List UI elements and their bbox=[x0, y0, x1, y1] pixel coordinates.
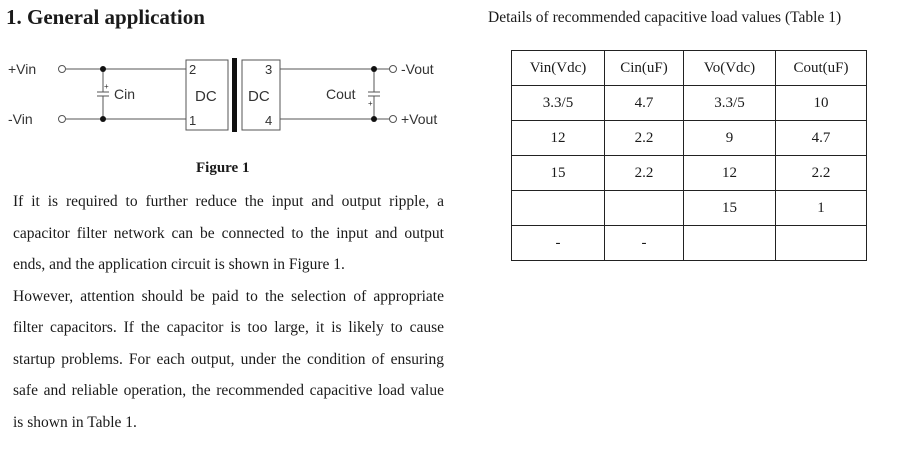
junction-dot bbox=[371, 66, 377, 72]
capacitive-load-table bbox=[511, 50, 867, 261]
table-cell: 15 bbox=[512, 156, 605, 191]
vin-plus-label: +Vin bbox=[8, 61, 37, 77]
table-title: Details of recommended capacitive load values (Table 1) bbox=[488, 9, 842, 26]
pin-4-label: 4 bbox=[265, 113, 273, 128]
table-cell: 9 bbox=[684, 121, 776, 156]
vin-minus-terminal bbox=[59, 116, 66, 123]
table-cell bbox=[512, 191, 605, 226]
column-header: Cin(uF) bbox=[605, 51, 684, 86]
table-cell: 2.2 bbox=[605, 156, 684, 191]
vout-minus-terminal bbox=[390, 66, 397, 73]
junction-dot bbox=[100, 116, 106, 122]
table-cell: 10 bbox=[776, 86, 867, 121]
table-row bbox=[512, 86, 867, 121]
cout-label: Cout bbox=[326, 86, 356, 102]
paragraph: If it is required to further reduce the input and output ripple, a capacitor filter network can be connected to the input and output ends, and the application circuit is shown in Figure 1. bbox=[13, 193, 444, 273]
table-cell: 4.7 bbox=[605, 86, 684, 121]
section-heading: 1. General application bbox=[6, 5, 205, 29]
table-header-row bbox=[512, 51, 867, 86]
table-cell: - bbox=[512, 226, 605, 261]
pin-3-label: 3 bbox=[265, 62, 273, 77]
vin-minus-label: -Vin bbox=[8, 111, 33, 127]
column-header: Vin(Vdc) bbox=[512, 51, 605, 86]
table-cell: 15 bbox=[684, 191, 776, 226]
pin-1-label: 1 bbox=[189, 113, 197, 128]
table-cell bbox=[776, 226, 867, 261]
vin-plus-terminal bbox=[59, 66, 66, 73]
table-cell bbox=[684, 226, 776, 261]
table-row bbox=[512, 191, 867, 226]
table-row bbox=[512, 156, 867, 191]
table-row bbox=[512, 121, 867, 156]
column-header: Cout(uF) bbox=[776, 51, 867, 86]
table-cell: - bbox=[605, 226, 684, 261]
table-cell: 3.3/5 bbox=[684, 86, 776, 121]
junction-dot bbox=[371, 116, 377, 122]
table-cell: 12 bbox=[684, 156, 776, 191]
table-cell: 4.7 bbox=[776, 121, 867, 156]
isolation-barrier bbox=[232, 58, 237, 132]
cout-plus-sign: + bbox=[368, 99, 373, 108]
figure-caption: Figure 1 bbox=[196, 160, 250, 176]
table-row bbox=[512, 226, 867, 261]
dc-left-label: DC bbox=[195, 88, 217, 105]
table-cell: 12 bbox=[512, 121, 605, 156]
table-cell: 2.2 bbox=[776, 156, 867, 191]
cin-label: Cin bbox=[114, 86, 136, 102]
table-cell: 3.3/5 bbox=[512, 86, 605, 121]
column-header: Vo(Vdc) bbox=[684, 51, 776, 86]
pin-2-label: 2 bbox=[189, 62, 197, 77]
vout-minus-label: -Vout bbox=[401, 61, 434, 77]
vout-plus-terminal bbox=[390, 116, 397, 123]
paragraph: However, attention should be paid to the selection of appropriate filter capacitors. If the capacitor is too large, it is likely to cause startup problems. For each output, under the condition of ensuring safe and reliable operation, the recommended capacitive load value is shown in Table 1. bbox=[13, 287, 444, 431]
body-text bbox=[13, 186, 444, 438]
cin-plus-sign: + bbox=[104, 82, 109, 91]
table-cell bbox=[605, 191, 684, 226]
table-cell: 2.2 bbox=[605, 121, 684, 156]
application-circuit-diagram bbox=[0, 46, 470, 146]
table-cell: 1 bbox=[776, 191, 867, 226]
junction-dot bbox=[100, 66, 106, 72]
vout-plus-label: +Vout bbox=[401, 111, 438, 127]
dc-right-label: DC bbox=[248, 88, 270, 105]
